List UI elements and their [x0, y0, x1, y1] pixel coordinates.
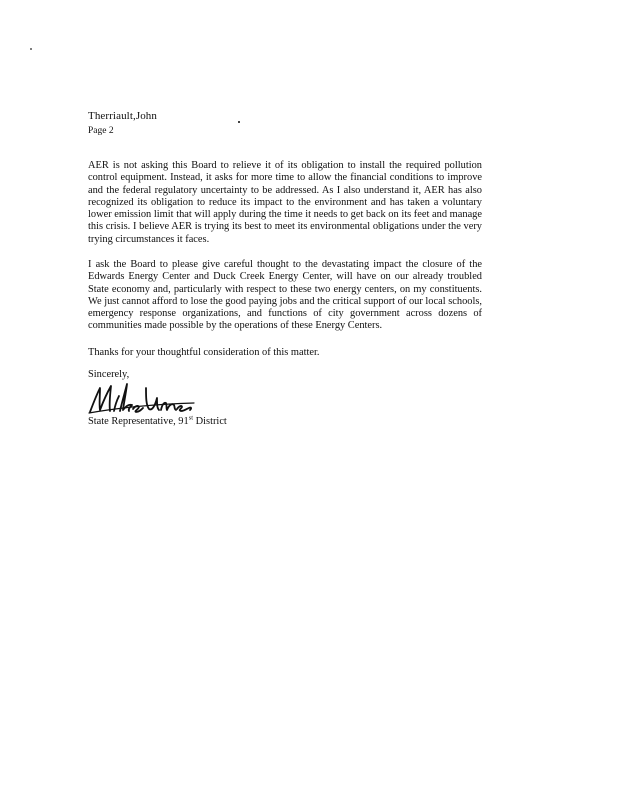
- signer-title-text: State Representative, 91: [88, 416, 189, 427]
- thanks-line: Thanks for your thoughtful consideration of this matter.: [88, 347, 320, 358]
- closing-salutation: Sincerely,: [88, 369, 130, 380]
- header-page-number: Page 2: [88, 126, 114, 136]
- handwritten-signature: [86, 378, 196, 418]
- body-paragraph-1: AER is not asking this Board to relieve it of its obligation to install the required pollution control equipment. Instead, it asks for more time to allow the financial conditions to improve and the federal regulatory uncertainty to be addressed. As I also understand it, AER has also recognized its obligation to reduce its impact to the environment and has taken a voluntary lower emission limit that will apply during the time it needs to get back on its feet and manage this crisis. I believe AER is trying its best to meet its environmental obligations under the very trying circumstances it faces.: [88, 160, 482, 245]
- signer-title-district: District: [193, 416, 227, 427]
- header-recipient-name: Therriault,John: [88, 110, 158, 122]
- body-paragraph-2: I ask the Board to please give careful thought to the devastating impact the closure of the Edwards Energy Center and Duck Creek Energy Center, will have on our already troubled State economy and, particularly with respect to these two energy centers, on my constituents. We just cannot afford to lose the good paying jobs and the critical support of our local schools, emergency response organizations, and functions of city government across dozens of communities made possible by the operations of these Energy Centers.: [88, 259, 482, 332]
- scan-speck: [30, 48, 32, 50]
- scan-speck: [238, 121, 240, 123]
- signer-title: [88, 416, 227, 427]
- signer-title-ordinal: st: [188, 414, 194, 422]
